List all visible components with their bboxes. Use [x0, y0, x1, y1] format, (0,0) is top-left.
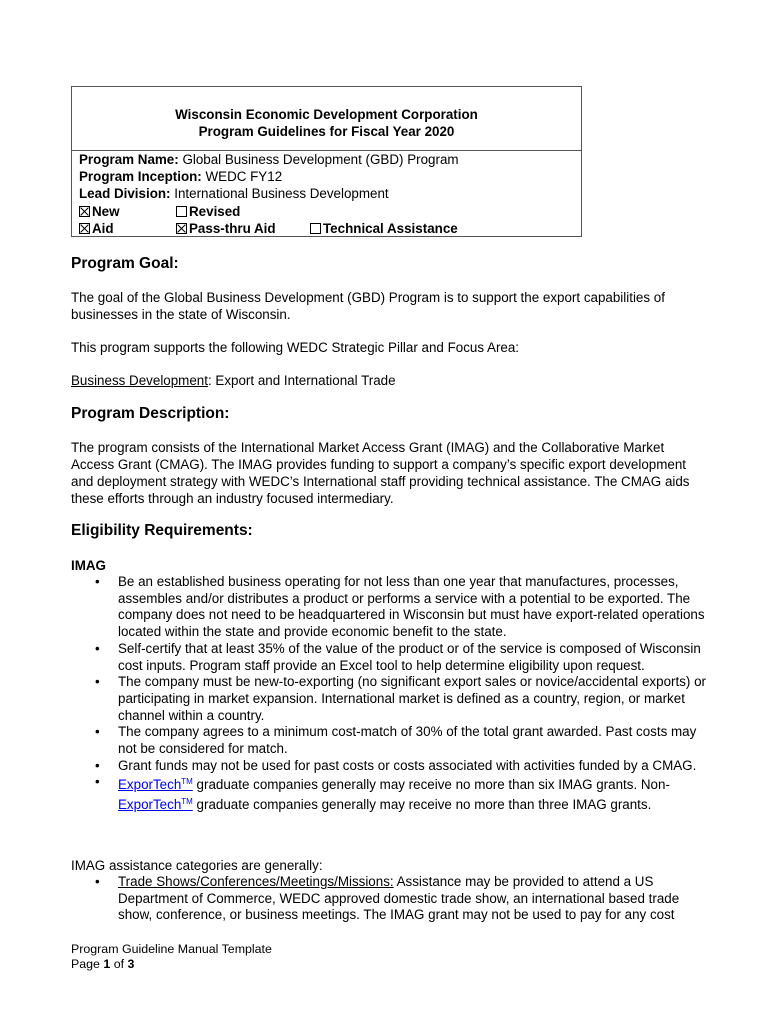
technical-checkbox-empty-icon — [310, 223, 321, 234]
program-inception-value: WEDC FY12 — [205, 169, 283, 185]
program-inception-row — [79, 168, 581, 185]
technical-assistance-option — [310, 220, 458, 237]
list-item: • Self-certify that at least 35% of the value of the product or of the service is composed of Wisconsin cost inputs. Program staff provide an Excel tool to help determine eligibility upon request. — [71, 641, 706, 674]
category-title: Trade Shows/Conferences/Meetings/Missions: — [118, 874, 394, 889]
page-number: Page 1 of 3 — [71, 957, 135, 971]
goal-paragraph: The goal of the Global Business Development (GBD) Program is to support the export capabilities of businesses in the state of Wisconsin. — [71, 290, 665, 322]
footer-template-name: Program Guideline Manual Template — [71, 942, 272, 956]
pillar-intro: This program supports the following WEDC Strategic Pillar and Focus Area: — [71, 340, 520, 355]
aid-type-checkbox-row — [79, 220, 581, 237]
program-name-row — [79, 151, 581, 168]
page-footer — [71, 942, 272, 972]
revised-label: Revised — [189, 203, 241, 219]
program-description-heading: Program Description: — [71, 405, 230, 422]
lead-division-value: International Business Development — [174, 186, 389, 202]
revised-option — [176, 203, 240, 220]
list-item — [71, 874, 706, 924]
imag-eligibility-list — [71, 574, 706, 814]
list-item: • The company must be new-to-exporting (no significant export sales or novice/accidental exports) or participating in market expansion. International market is defined as a country, region, or market channel within a country. — [71, 674, 706, 724]
program-inception-label: Program Inception: — [79, 169, 202, 185]
category-text: Assistance may be provided to attend a US Department of Commerce, WEDC approved domestic trade show, an international based trade show, conference, or business meetings. The IMAG grant may not be used to pay for any cost — [118, 874, 680, 923]
lead-division-row — [79, 185, 581, 202]
aid-label: Aid — [92, 220, 114, 236]
lead-division-label: Lead Division: — [79, 186, 171, 202]
guidelines-subtitle: Program Guidelines for Fiscal Year 2020 — [198, 124, 455, 139]
exportech-text-a: graduate companies generally may receive no more than six IMAG grants. Non- — [192, 777, 670, 793]
new-label: New — [92, 203, 120, 219]
list-item — [71, 774, 706, 813]
new-option — [79, 203, 176, 220]
list-item: • The company agrees to a minimum cost-match of 30% of the total grant awarded. Past costs may not be considered for match. — [71, 724, 706, 757]
new-checkbox-checked-icon — [79, 206, 90, 217]
passthru-label: Pass-thru Aid — [189, 220, 276, 236]
aid-option — [79, 220, 176, 237]
header-title-cell — [72, 87, 581, 151]
program-header-table — [71, 86, 582, 237]
passthru-checkbox-checked-icon — [176, 223, 187, 234]
pillar-name: Business Development — [71, 373, 208, 388]
program-name-label: Program Name: — [79, 152, 179, 167]
list-item: • Be an established business operating for not less than one year that manufactures, processes, assembles and/or distributes a product or performs a service with a potential to be exported. The company does not need to be headquartered in Wisconsin but must have export-related operations located within the state and provide economic benefit to the state. — [71, 574, 706, 641]
status-checkbox-row — [79, 203, 581, 220]
header-details-cell — [72, 151, 581, 237]
technical-assistance-label: Technical Assistance — [323, 220, 458, 236]
revised-checkbox-empty-icon — [176, 206, 187, 217]
list-item: • Grant funds may not be used for past costs or costs associated with activities funded by a CMAG. — [71, 758, 706, 775]
passthru-option — [176, 220, 310, 237]
imag-subheading: IMAG — [71, 558, 106, 573]
exportech-text-b: graduate companies generally may receive no more than three IMAG grants. — [192, 797, 652, 813]
program-name-value: Global Business Development (GBD) Program — [182, 152, 459, 167]
exportech-link-2[interactable]: ExporTech™ — [118, 797, 193, 813]
imag-categories-list — [71, 874, 706, 924]
pillar-line — [71, 372, 701, 389]
eligibility-heading: Eligibility Requirements: — [71, 522, 253, 539]
aid-checkbox-checked-icon — [79, 223, 90, 234]
program-goal-heading: Program Goal: — [71, 255, 179, 272]
focus-area: : Export and International Trade — [207, 373, 396, 388]
org-name: Wisconsin Economic Development Corporation — [175, 107, 478, 122]
description-paragraph: The program consists of the International Market Access Grant (IMAG) and the Collaborative Market Access Grant (CMAG). The IMAG provides funding to support a company’s specific export development and deployment strategy with WEDC’s International staff providing technical assistance. The CMAG aids these efforts through an industry focused intermediary. — [71, 440, 690, 506]
categories-intro: IMAG assistance categories are generally: — [71, 858, 323, 873]
exportech-link[interactable]: ExporTech™ — [118, 777, 193, 793]
